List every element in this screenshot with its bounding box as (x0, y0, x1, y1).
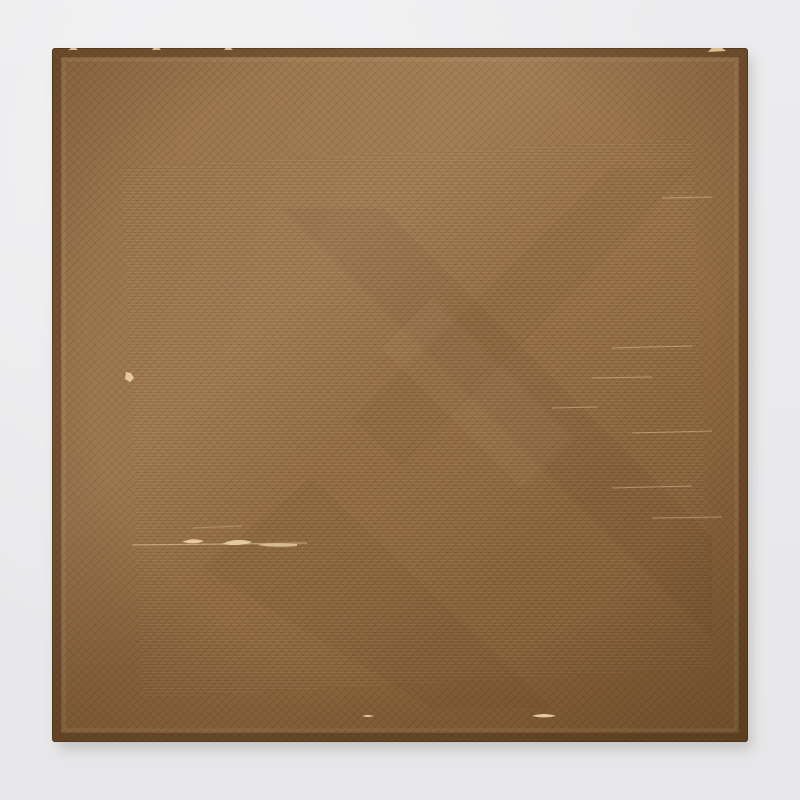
surface-vignette (52, 48, 748, 742)
surface-texture (52, 48, 748, 742)
printed-tile (52, 48, 748, 742)
